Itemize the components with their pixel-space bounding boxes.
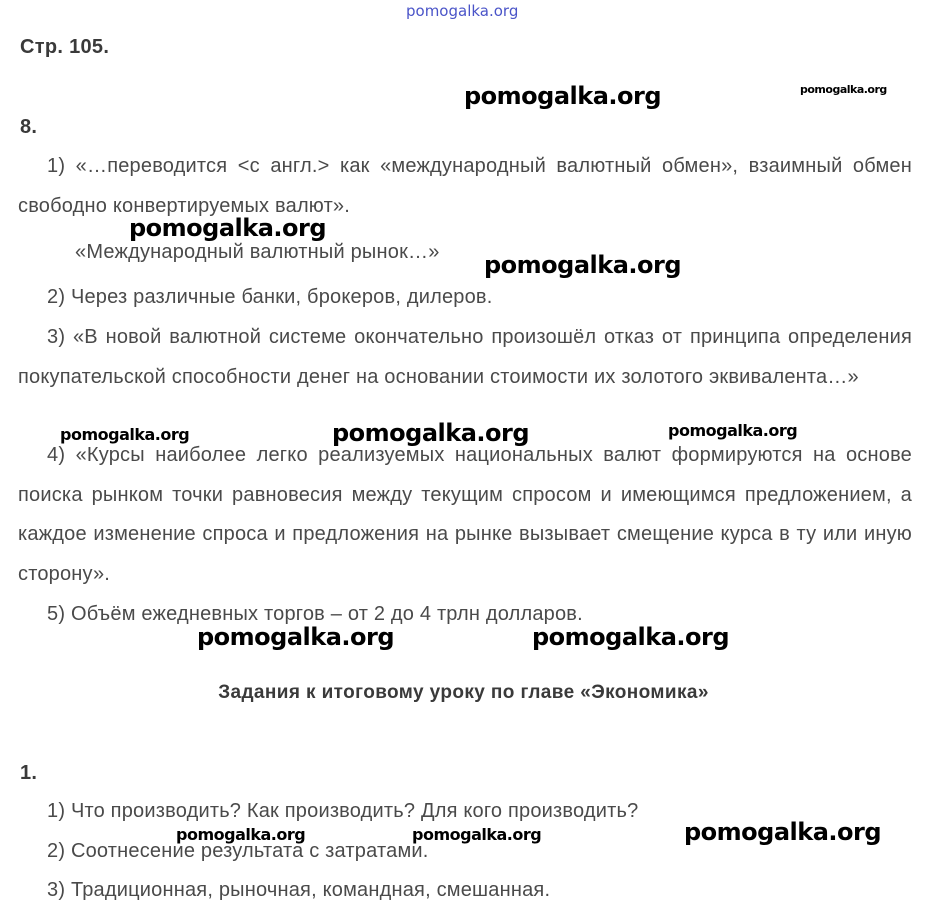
page-reference: Стр. 105. [20, 36, 110, 58]
watermark: pomogalka.org [60, 425, 190, 444]
watermark: pomogalka.org [532, 623, 730, 651]
watermark-top: pomogalka.org [406, 2, 519, 20]
task-number-1: 1. [20, 762, 38, 784]
task1-answer-3: 3) Традиционная, рыночная, командная, смешанная. [47, 879, 551, 901]
watermark: pomogalka.org [176, 825, 306, 844]
watermark: pomogalka.org [684, 818, 882, 846]
section-title: Задания к итоговому уроку по главе «Экономика» [218, 682, 709, 703]
task8-answer-1: 1) «…переводится <с англ.> как «международный валютный обмен», взаимный обмен свободно конвертируемых валют». [18, 155, 912, 217]
task1-answer-1: 1) Что производить? Как производить? Для кого производить? [47, 800, 639, 822]
task8-answer-5: 5) Объём ежедневных торгов – от 2 до 4 трлн долларов. [47, 603, 583, 625]
watermark: pomogalka.org [668, 421, 798, 440]
watermark: pomogalka.org [412, 825, 542, 844]
watermark: pomogalka.org [332, 419, 530, 447]
watermark: pomogalka.org [800, 83, 887, 96]
watermark: pomogalka.org [197, 623, 395, 651]
watermark: pomogalka.org [484, 251, 682, 279]
task8-answer-4: 4) «Курсы наиболее легко реализуемых национальных валют формируются на основе поиска рынком точки равновесия между текущим спросом и имеющимся предложением, а каждое изменение спроса и предложения на рынке вызывает смещение курса в ту или иную сторону». [18, 444, 912, 585]
task1-answer-2: 2) Соотнесение результата с затратами. [47, 840, 429, 862]
watermark: pomogalka.org [129, 214, 327, 242]
task8-answer-3: 3) «В новой валютной системе окончательно произошёл отказ от принципа определения покупательской способности денег на основании стоимости их золотого эквивалента…» [18, 326, 912, 388]
task8-answer-2: 2) Через различные банки, брокеров, дилеров. [47, 286, 493, 308]
task-number-8: 8. [20, 116, 38, 138]
task8-answer-1-quote: «Международный валютный рынок…» [75, 241, 440, 263]
watermark: pomogalka.org [464, 82, 662, 110]
